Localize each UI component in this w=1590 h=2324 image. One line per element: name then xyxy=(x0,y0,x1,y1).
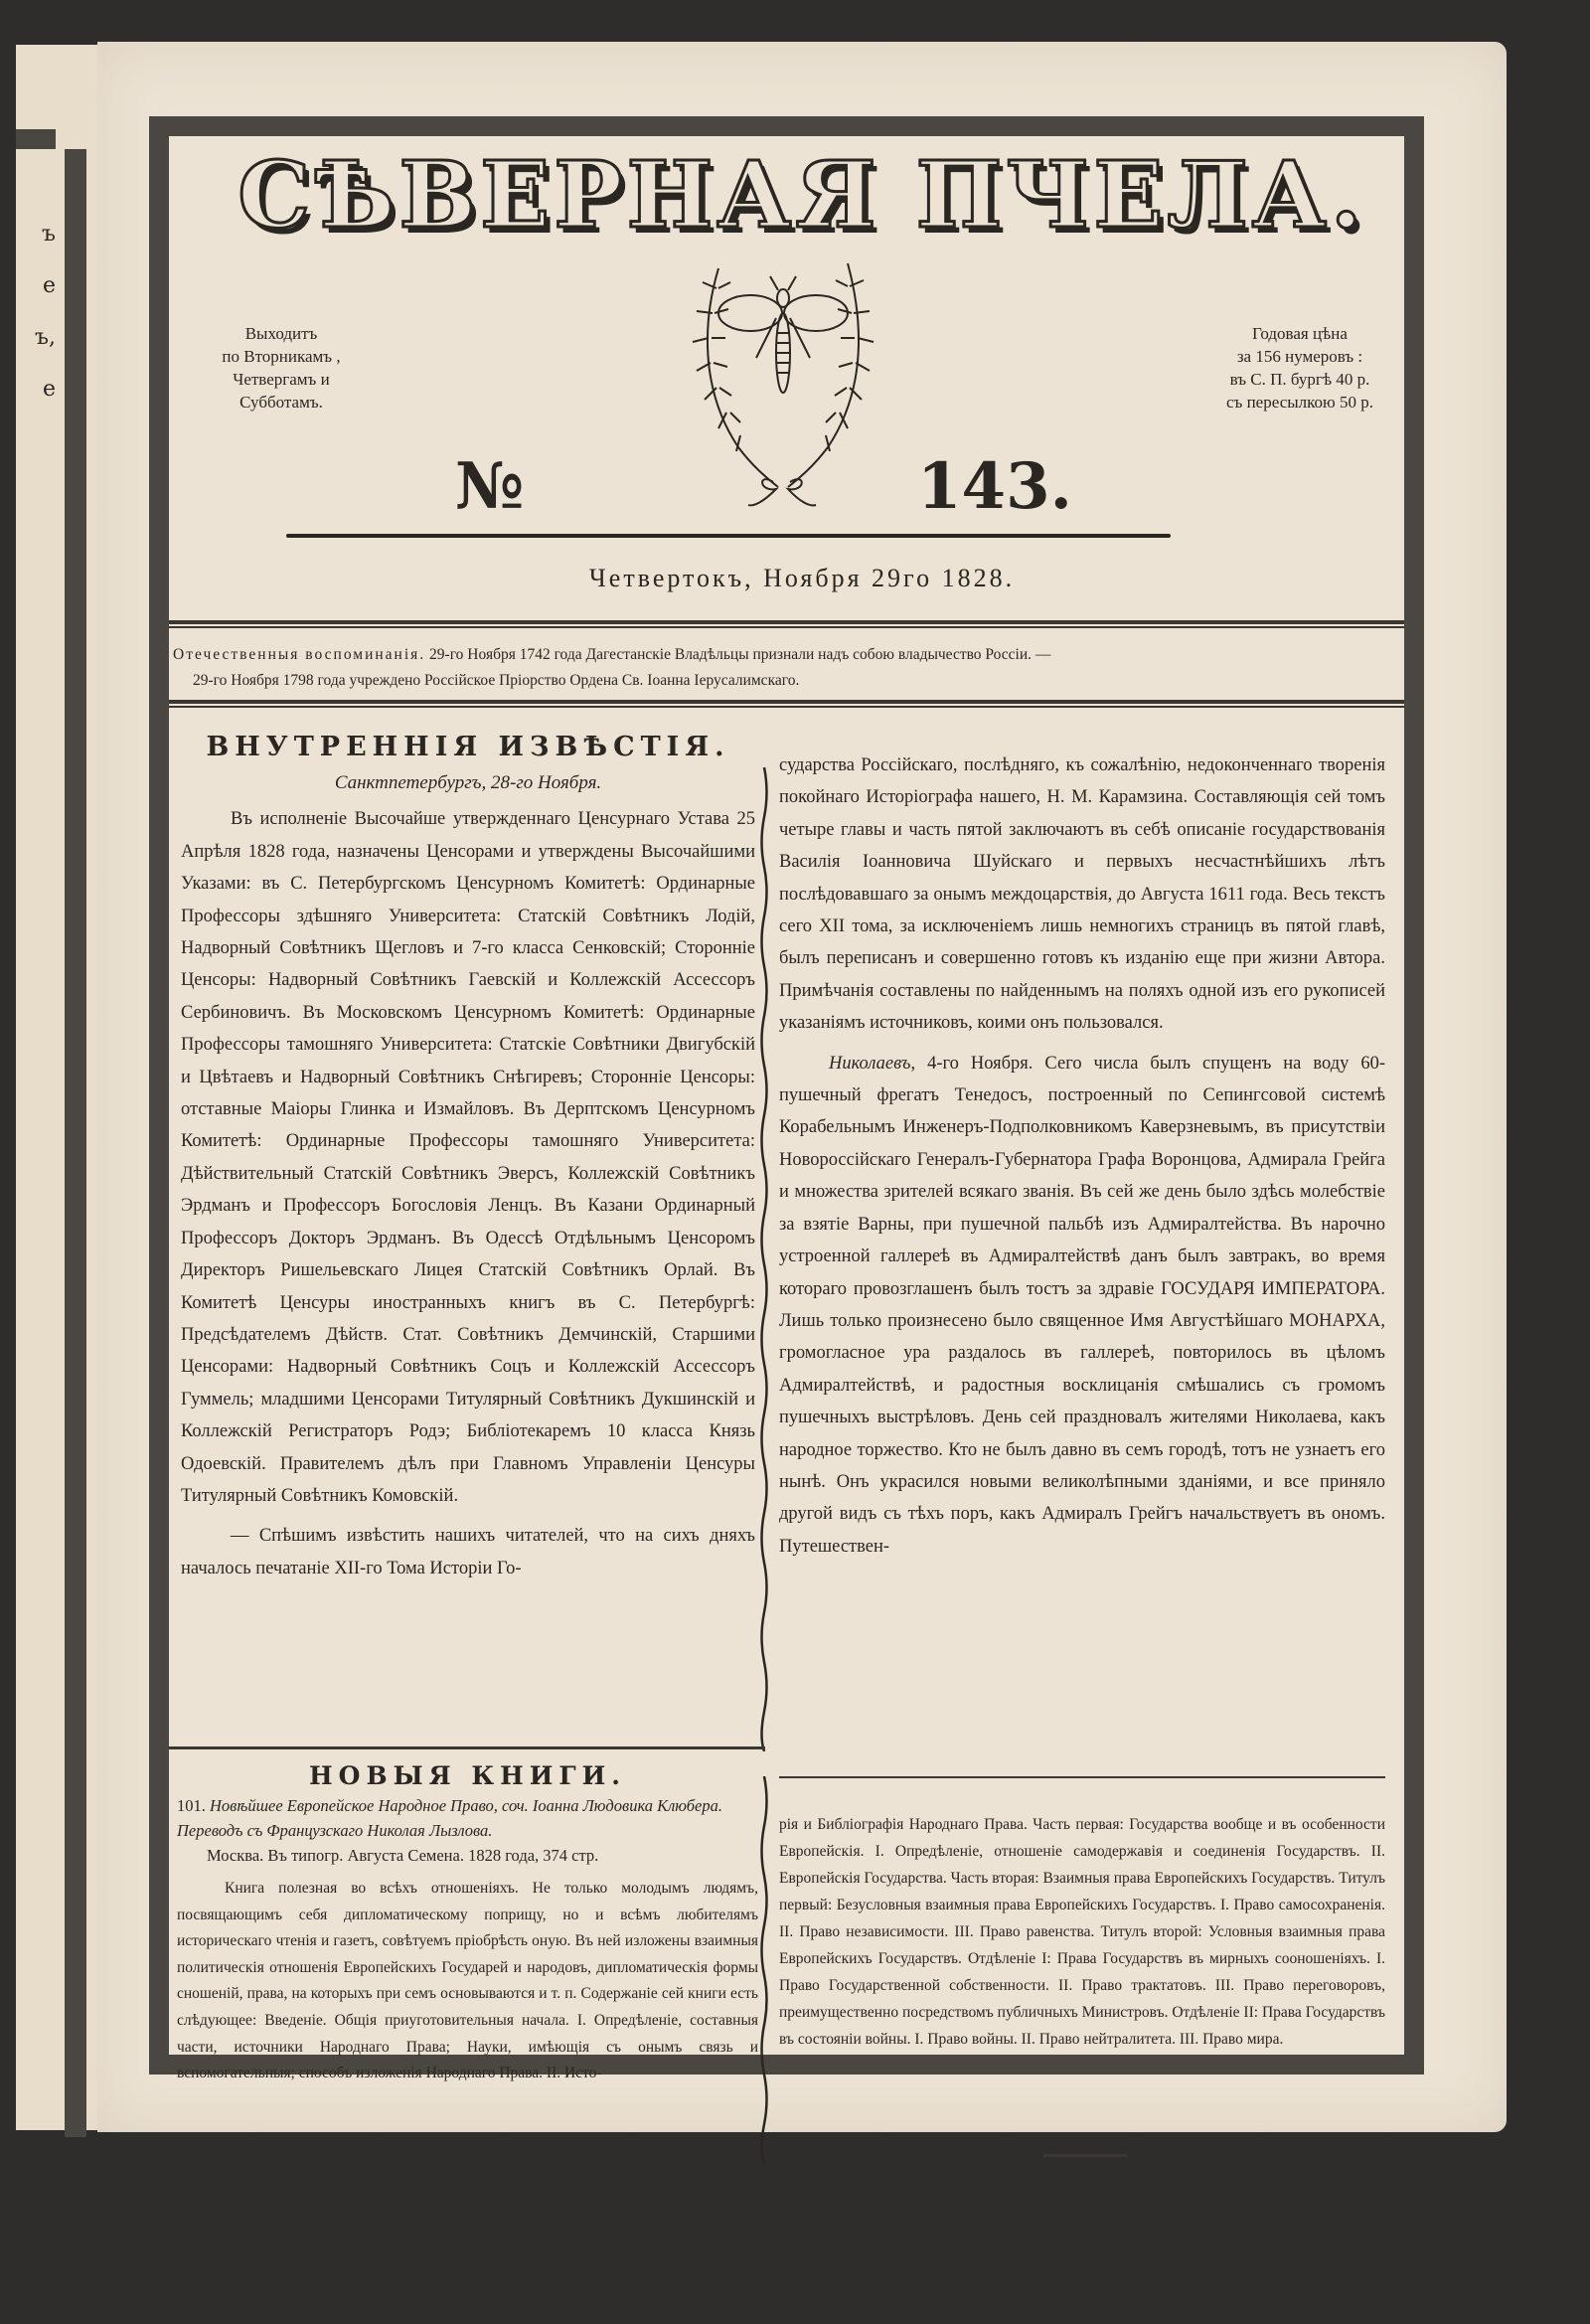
fragment: е xyxy=(42,273,56,298)
article-karamzin-continued: сударства Россійскаго, послѣдняго, къ сожалѣнію, недоконченнаго творенія покойнаго Исторіографа нашего, Н. М. Карамзина. Составляющія сей томъ четыре главы и часть пятой заключаютъ въ себѣ описаніе государствованія Василія Іоанновича Шуйскаго и первыхъ несчастнѣйшихъ лѣтъ послѣдовавшаго за онымъ междоцарствія, до Августа 1611 года. Весь текстъ сего XII тома, за исключеніемъ лишь немногихъ страницъ въ пятой главѣ, былъ переписанъ и совершенно готовъ къ изданію еще при жизни Автора. Примѣчанія составлены по найденнымъ на поляхъ одной изъ его рукописей указаніямъ источниковъ, коими онъ пользовался. xyxy=(779,755,1385,1034)
article-censors: Въ исполненіе Высочайше утвержденнаго Ценсурнаго Устава 25 Апрѣля 1828 года, назначены Ценсорами и утверждены Высочайшими Указами: въ С. Петербургскомъ Ценсурномъ Комитетѣ: Ординарные Профессоры здѣшняго Университета: Статскій Совѣтникъ Лодій, Надворный Совѣтникъ Щегловъ и 7-го класса Сенковскій; Сторонніе Ценсоры: Надворный Совѣтникъ Гаевскій и Коллежскій Ассессоръ Сербиновичъ. Въ Московскомъ Ценсурномъ Комитетѣ: Ординарные Профессоры тамошняго Университета: Статскіе Совѣтники Двигубскій и Цвѣтаевъ и Надворный Совѣтникъ Снѣгиревъ; Сторонніе Ценсоры: отставные Маіоры Глинка и Измайловъ. Въ Дерптскомъ Ценсурномъ Комитетѣ: Ординарные Профессоры тамошняго Университета: Дѣйствительный Статскій Совѣтникъ Эверсъ, Коллежскій Совѣтникъ Эрдманъ и Профессоръ Богословія Ленцъ. Въ Казани Ординарный Профессоръ Докторъ Эрдманъ. Въ Одессѣ Отдѣльнымъ Ценсоромъ Директоръ Ришельевскаго Лицея Статскій Совѣтникъ Орлай. Въ Комитетѣ Ценсуры иностранныхъ книгъ въ С. Петербургѣ: Предсѣдателемъ Дѣйств. Стат. Совѣтникъ Демчинскій, Старшими Ценсорами: Надворный Совѣтникъ Соцъ и Коллежскій Ассессоръ Гуммель; младшими Ценсорами Титулярный Совѣтникъ Дукшинскій и Коллежскій Регистраторъ Родэ; Библіотекаремъ 10 класса Князь Одоевскій. Правителемъ дѣлъ при Главномъ Управленіи Ценсуры Титулярный Совѣтникъ Комовскій. xyxy=(181,809,755,1506)
newspaper-page xyxy=(97,42,1507,2132)
price-line: Годовая цѣна xyxy=(1252,324,1348,343)
book-entry-number: 101. xyxy=(177,1796,206,1815)
previous-page-frame-side xyxy=(65,149,86,2137)
issue-date: Четвертокъ, Ноября 29го 1828. xyxy=(588,564,1016,592)
masthead-rule xyxy=(286,534,1171,538)
issue-number: 143. xyxy=(917,449,1072,524)
price-line: за 156 нумеровъ : xyxy=(1236,347,1363,366)
fragment: е xyxy=(42,377,56,402)
fragment: ъ xyxy=(42,222,56,247)
previous-page-edge xyxy=(16,45,102,2130)
column-right xyxy=(779,749,1385,1563)
fragment: ъ, xyxy=(35,325,56,350)
schedule-line: Четвергамъ и xyxy=(233,370,330,389)
divider-rule xyxy=(169,620,1404,628)
price-line: въ С. П. бургѣ 40 р. xyxy=(1229,370,1370,389)
book-review-continued: рія и Библіографія Народнаго Права. Часть первая: Государства вообще и въ особенности Европейскія. I. Опредѣленіе, отношеніе самодержавія и соединенія Государствъ. II. Европейскія Государства. Часть вторая: Взаимныя права Европейскихъ Государствъ. Титулъ первый: Безусловныя взаимныя права Европейскихъ Государствъ. I. Право самосохраненія. II. Право независимости. III. Право равенства. Титулъ второй: Условныя взаимныя права Европейскихъ Государствъ. Отдѣленіе I: Права Государствъ въ мирныхъ сооношеніяхъ. I. Право Государственной собственности. II. Право трактатовъ. III. Право переговоровъ, преимущественно посредствомъ публичныхъ Министровъ. Отдѣленіе II: Права Государствъ въ состояніи войны. I. Право войны. II. Право нейтралитета. III. Право мира. xyxy=(779,1816,1385,2048)
book-entry-title: Новѣйшее Европейское Народное Право, соч. Іоанна Людовика Клюбера. Переводъ съ Французскаго Николая Лызлова. xyxy=(177,1796,722,1840)
section-rule xyxy=(779,1776,1385,1778)
price-line: съ пересылкою 50 р. xyxy=(1226,393,1373,412)
article-karamzin-start: — Спѣшимъ извѣстить нашихъ читателей, что на сихъ дняхъ началось печатаніе XII-го Тома Исторіи Го- xyxy=(181,1526,755,1578)
schedule-line: по Вторникамъ , xyxy=(222,347,341,366)
publication-schedule xyxy=(207,322,356,414)
previous-page-frame xyxy=(16,129,56,149)
column-left xyxy=(181,728,755,1584)
schedule-line: Субботамъ. xyxy=(239,393,323,412)
end-rule xyxy=(1043,2154,1127,2157)
book-entry-imprint: Москва. Въ типогр. Августа Семена. 1828 года, 374 стр. xyxy=(207,1846,599,1865)
column-divider xyxy=(757,1776,771,2164)
masthead-title: СѢВЕРНАЯ ПЧЕЛА. xyxy=(238,141,1366,249)
subscription-price xyxy=(1200,322,1399,414)
article-nikolaev-body: Сего числа былъ спущенъ на воду 60-пушечный фрегатъ Тенедосъ, построенный по Сепингсовой системѣ Корабельнымъ Инженеръ-Подполковникомъ Каверзневымъ, въ присутствіи Новороссійскаго Генералъ-Губернатора Графа Воронцова, Адмирала Грейга и множества зрителей всякаго званія. Въ сей же день было здѣсь молебствіе за взятіе Варны, при пушечной пальбѣ изъ Адмиралтейства. Въ нарочно устроенной галлереѣ въ Адмиралтействѣ данъ былъ завтракъ, во время котораго провозглашенъ былъ тостъ за здравіе ГОСУДАРЯ ИМПЕРАТОРА. Лишь только произнесено было священное Имя Августѣйшаго МОНАРХА, громогласное ура раздалось въ галлереѣ, повторилось въ цѣломъ Адмиралтействѣ, и радостныя восклицанія смѣшались съ громомъ пушечныхъ выстрѣловъ. День сей праздновалъ жителями Николаева, какъ народное торжество. Кто не былъ давно въ семъ городѣ, тотъ не узнаетъ его нынѣ. Онъ украсился новыми великолѣпными зданіями, и все приняло другой видъ съ тѣхъ поръ, какъ Адмиралъ Грейгъ начальствуетъ въ ономъ. Путешествен- xyxy=(779,1053,1385,1557)
divider-rule xyxy=(169,700,1404,708)
national-memories xyxy=(173,642,1405,694)
bee-wreath-icon xyxy=(679,258,887,507)
previous-page-text-fragments xyxy=(16,209,56,415)
section-rule xyxy=(169,1746,765,1749)
schedule-line: Выходитъ xyxy=(244,324,318,343)
memories-line: 29-го Ноября 1742 года Дагестанскіе Владѣльцы признали надъ собою владычество Россіи. — xyxy=(429,646,1051,663)
section-heading-internal-news: ВНУТРЕННІЯ ИЗВѢСТІЯ. xyxy=(206,732,730,762)
article-nikolaev xyxy=(779,1048,1385,1564)
dateline-st-petersburg: Санктпетербургъ, 28-го Ноября. xyxy=(334,772,602,793)
dateline-nikolaev: Николаевъ xyxy=(829,1053,911,1074)
new-books-section xyxy=(177,1759,758,2087)
issue-number-label: № xyxy=(455,449,525,524)
section-heading-new-books: НОВЫЯ КНИГИ. xyxy=(309,1761,626,1790)
book-review-text: Книга полезная во всѣхъ отношеніяхъ. Не только молодымъ людямъ, посвящающимъ себя дипломатическому поприщу, но и всѣмъ любителямъ историческаго чтенія и газетъ, совѣтуемъ пріобрѣсть оную. Въ ней изложены взаимныя политическія отношенія Европейскихъ Государей и народовъ, дипломатическія формы сношеній, права, на которыхъ при семъ основываются и т. п. Содержаніе сей книги есть слѣдующее: Введеніе. Общія приуготовительныя начала. I. Опредѣленіе, составныя части, источники Народнаго Права; Науки, имѣющія съ онымъ связь и вспомогательныя; способъ изложенія Народнаго Права. II. Исто- xyxy=(177,1880,758,2082)
memories-line: 29-го Ноября 1798 года учреждено Россійское Пріорство Ордена Св. Іоанна Іерусалимскаго. xyxy=(193,672,800,689)
column-divider xyxy=(757,767,771,1751)
memories-heading: Отечественныя воспоминанія. xyxy=(173,646,426,663)
book-entry xyxy=(177,1793,758,1868)
book-review xyxy=(177,1876,758,2087)
dateline-nikolaev-date: , 4-го Ноября. xyxy=(910,1053,1034,1074)
